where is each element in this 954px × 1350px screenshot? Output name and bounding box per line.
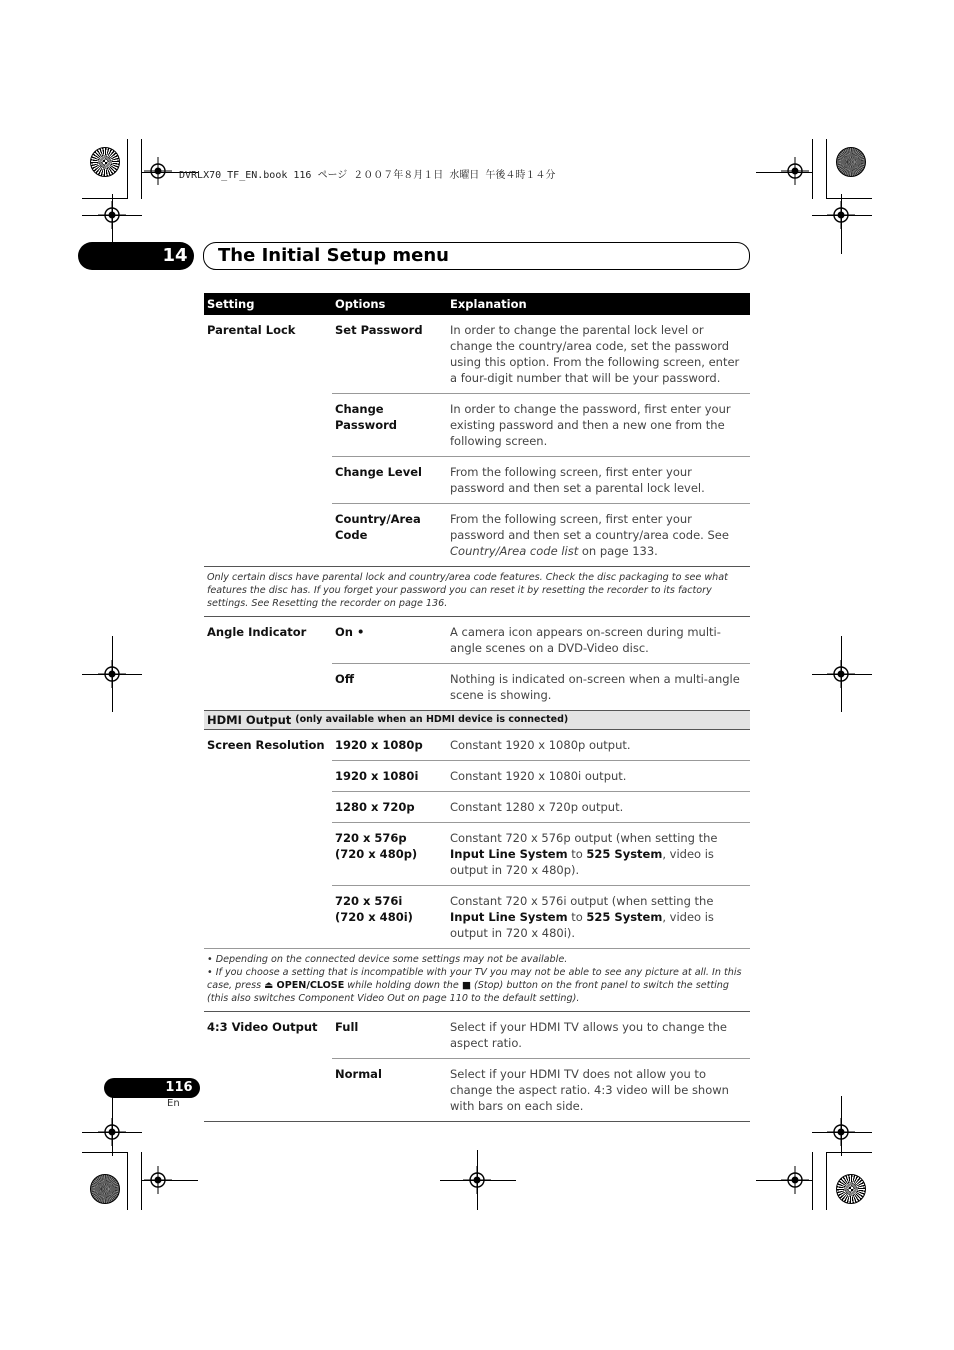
table-row <box>332 823 750 886</box>
setting-group-parental-lock <box>204 315 750 566</box>
col-header-setting: Setting <box>207 297 255 311</box>
registration-target-icon <box>827 201 855 229</box>
option-explanation: From the following screen, first enter your password and then set a country/area code. See Country/Area code list on page 133. <box>450 512 729 558</box>
option-explanation: In order to change the parental lock level or change the country/area code, set the password using this option. From the following screen, enter a four-digit number that will be your password. <box>450 323 740 385</box>
table-row <box>332 664 750 710</box>
option-explanation: Constant 1920 x 1080i output. <box>450 769 627 783</box>
option-name: Set Password <box>335 323 423 337</box>
option-name: 1920 x 1080p <box>335 738 423 752</box>
registration-target-icon <box>98 660 126 688</box>
chapter-title-box <box>203 242 750 270</box>
registration-target-icon <box>98 1118 126 1146</box>
setting-group-4-3-video-output <box>204 1012 750 1122</box>
section-bar-hdmi-output <box>204 711 750 730</box>
option-explanation: Constant 720 x 576p output (when setting the Input Line System to 525 System, video is output in 720 x 480p). <box>450 831 718 877</box>
table-row <box>332 504 750 566</box>
setting-group-screen-resolution <box>204 730 750 948</box>
option-name: 720 x 576i (720 x 480i) <box>335 894 413 924</box>
option-name: Change Level <box>335 465 422 479</box>
starburst-mark-icon <box>90 147 120 177</box>
registration-target-icon <box>827 660 855 688</box>
registration-target-icon <box>144 1166 172 1194</box>
setting-name: Screen Resolution <box>207 738 325 752</box>
option-explanation: Constant 1280 x 720p output. <box>450 800 624 814</box>
option-name: Full <box>335 1020 359 1034</box>
chapter-title: The Initial Setup menu <box>218 245 449 266</box>
stop-key: ■ <box>461 980 471 991</box>
table-row <box>332 886 750 948</box>
option-explanation: In order to change the password, first enter your existing password and then a new one from the following screen. <box>450 402 731 448</box>
page-reference: Country/Area code list <box>450 544 579 558</box>
option-name: 1920 x 1080i <box>335 769 419 783</box>
col-header-explanation: Explanation <box>450 297 527 311</box>
registration-target-icon <box>781 157 809 185</box>
option-explanation: Select if your HDMI TV allows you to change the aspect ratio. <box>450 1020 727 1050</box>
table-note: Only certain discs have parental lock and country/area code features. Check the disc packaging to see what features the disc has. If you forget your password you can reset it by resetting the recorder to its factory settings. See Resetting the recorder on page 136. <box>204 566 750 617</box>
option-name: Off <box>335 672 355 686</box>
table-row <box>332 730 750 761</box>
registration-target-icon <box>98 201 126 229</box>
option-explanation: A camera icon appears on-screen during multi-angle scenes on a DVD-Video disc. <box>450 625 721 655</box>
starburst-mark-icon <box>90 1174 120 1204</box>
section-subtitle: (only available when an HDMI device is connected) <box>295 714 569 725</box>
option-name: Change Password <box>335 402 397 432</box>
table-row <box>332 761 750 792</box>
option-name: Country/Area Code <box>335 512 421 542</box>
table-row <box>332 394 750 457</box>
option-explanation: Constant 720 x 576i output (when setting the Input Line System to 525 System, video is output in 720 x 480i). <box>450 894 714 940</box>
option-name: Normal <box>335 1067 382 1081</box>
registration-target-icon <box>463 1166 491 1194</box>
chapter-number: 14 <box>162 245 188 266</box>
registration-target-icon <box>827 1118 855 1146</box>
open-close-key: ⏏ OPEN/CLOSE <box>264 980 345 991</box>
table-note: • Depending on the connected device some settings may not be available. • If you choose a setting that is incompatible with your TV you may not be able to see any picture at all. In this case, press ⏏ OPEN/CLOSE while holding down the ■ (Stop) button on the front panel to switch the setting (this also switches Component Video Out on page 110 to the default setting). <box>204 948 750 1012</box>
language-label: En <box>167 1098 180 1109</box>
option-explanation: Select if your HDMI TV does not allow you to change the aspect ratio. 4:3 video will be shown with bars on each side. <box>450 1067 729 1113</box>
table-row <box>332 792 750 823</box>
setting-group-angle-indicator <box>204 617 750 711</box>
registration-target-icon <box>781 1166 809 1194</box>
option-explanation: From the following screen, first enter your password and then set a parental lock level. <box>450 465 705 495</box>
option-explanation: Constant 1920 x 1080p output. <box>450 738 631 752</box>
table-row <box>332 1059 750 1121</box>
starburst-mark-icon <box>836 1174 866 1204</box>
page-number: 116 <box>165 1080 193 1095</box>
table-header <box>204 293 750 315</box>
setting-name: 4:3 Video Output <box>207 1020 318 1034</box>
setting-name: Parental Lock <box>207 323 296 337</box>
registration-target-icon <box>144 157 172 185</box>
col-header-options: Options <box>335 297 386 311</box>
settings-table <box>204 293 750 1122</box>
option-explanation: Nothing is indicated on-screen when a multi-angle scene is showing. <box>450 672 740 702</box>
table-row <box>332 315 750 394</box>
option-name: On • <box>335 625 365 639</box>
starburst-mark-icon <box>836 147 866 177</box>
setting-name: Angle Indicator <box>207 625 307 639</box>
table-row <box>332 1012 750 1059</box>
option-name: 720 x 576p (720 x 480p) <box>335 831 418 861</box>
option-name: 1280 x 720p <box>335 800 415 814</box>
section-title: HDMI Output <box>207 713 292 727</box>
table-row <box>332 457 750 504</box>
print-header: DVRLX70_TF_EN.book 116 ページ ２００７年８月１日 水曜日 午後４時１４分 <box>179 170 556 181</box>
table-row <box>332 617 750 664</box>
